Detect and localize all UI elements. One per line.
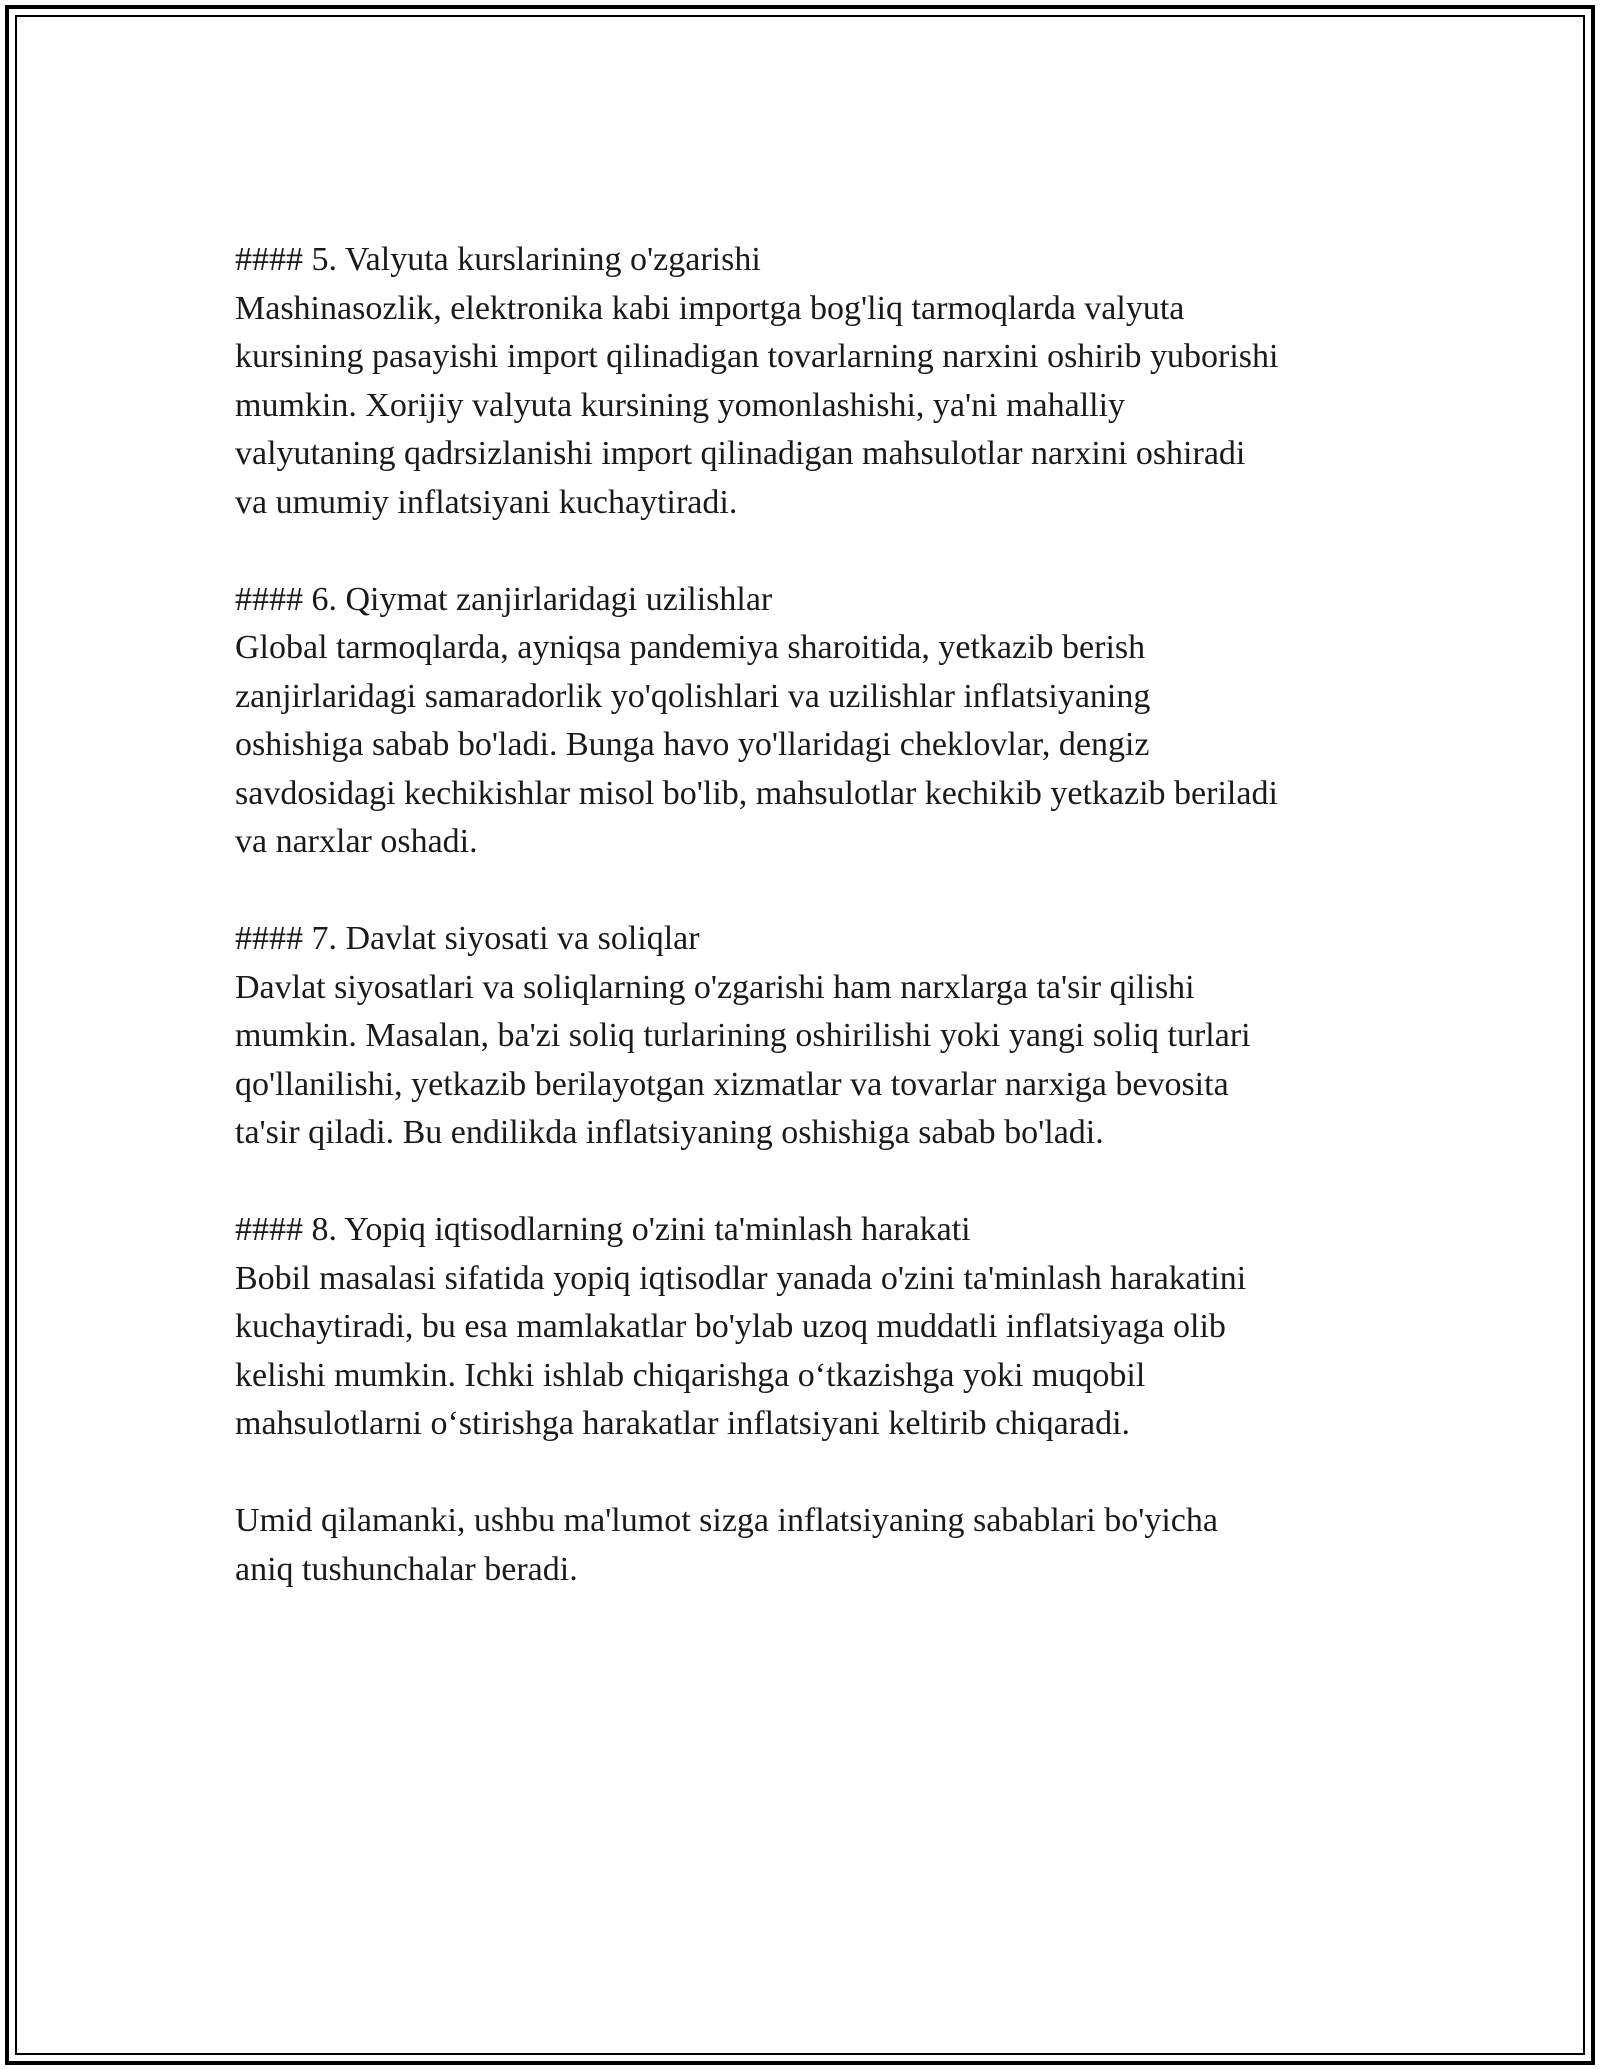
section-heading: #### 8. Yopiq iqtisodlarning o'zini ta'minlash harakati (235, 1211, 971, 1248)
paragraph-line: kuchaytiradi, bu esa mamlakatlar bo'ylab uzoq muddatli inflatsiyaga olib (235, 1308, 1226, 1345)
paragraph-line: oshishiga sabab bo'ladi. Bunga havo yo'llaridagi cheklovlar, dengiz (235, 726, 1150, 763)
section-paragraph (235, 1255, 1415, 1449)
paragraph-line: mahsulotlarni o‘stirishga harakatlar inflatsiyani keltirib chiqaradi. (235, 1405, 1131, 1442)
paragraph-line: aniq tushunchalar beradi. (235, 1550, 578, 1588)
paragraph-line: zanjirlaridagi samaradorlik yo'qolishlari va uzilishlar inflatsiyaning (235, 677, 1151, 715)
section-value-chain (235, 576, 1415, 867)
paragraph-line: va umumiy inflatsiyani kuchaytiradi. (235, 483, 738, 521)
paragraph-line: Global tarmoqlarda, ayniqsa pandemiya sharoitida, yetkazib berish (235, 629, 1146, 666)
section-heading: #### 5. Valyuta kurslarining o'zgarishi (235, 241, 761, 278)
section-paragraph (235, 624, 1415, 867)
paragraph-line: Davlat siyosatlari va soliqlarning o'zgarishi ham narxlarga ta'sir qilishi (235, 968, 1195, 1006)
document-body (235, 236, 1415, 1594)
section-heading: #### 6. Qiymat zanjirlaridagi uzilishlar (235, 580, 773, 618)
closing-paragraph (235, 1497, 1415, 1594)
paragraph-line: va narxlar oshadi. (235, 823, 478, 860)
paragraph-line: savdosidagi kechikishlar misol bo'lib, mahsulotlar kechikib yetkazib beriladi (235, 774, 1278, 812)
paragraph-line: valyutaning qadrsizlanishi import qilinadigan mahsulotlar narxini oshiradi (235, 435, 1246, 472)
section-heading: #### 7. Davlat siyosati va soliqlar (235, 920, 700, 957)
section-paragraph (235, 964, 1415, 1158)
paragraph-line: Umid qilamanki, ushbu ma'lumot sizga inflatsiyaning sabablari bo'yicha (235, 1502, 1218, 1539)
paragraph-line: mumkin. Xorijiy valyuta kursining yomonlashishi, ya'ni mahalliy (235, 386, 1126, 424)
paragraph-line: mumkin. Masalan, ba'zi soliq turlarining oshirilishi yoki yangi soliq turlari (235, 1017, 1251, 1054)
section-closed-economies (235, 1206, 1415, 1449)
paragraph-line: kelishi mumkin. Ichki ishlab chiqarishga o‘tkazishga yoki muqobil (235, 1356, 1146, 1394)
section-paragraph (235, 285, 1415, 528)
paragraph-line: Mashinasozlik, elektronika kabi importga bog'liq tarmoqlarda valyuta (235, 289, 1185, 327)
section-currency-rates (235, 236, 1415, 527)
paragraph-line: ta'sir qiladi. Bu endilikda inflatsiyaning oshishiga sabab bo'ladi. (235, 1114, 1104, 1151)
paragraph-line: kursining pasayishi import qilinadigan tovarlarning narxini oshirib yuborishi (235, 338, 1279, 375)
paragraph-line: Bobil masalasi sifatida yopiq iqtisodlar yanada o'zini ta'minlash harakatini (235, 1259, 1247, 1297)
paragraph-line: qo'llanilishi, yetkazib berilayotgan xizmatlar va tovarlar narxiga bevosita (235, 1065, 1229, 1103)
section-state-policy (235, 915, 1415, 1158)
